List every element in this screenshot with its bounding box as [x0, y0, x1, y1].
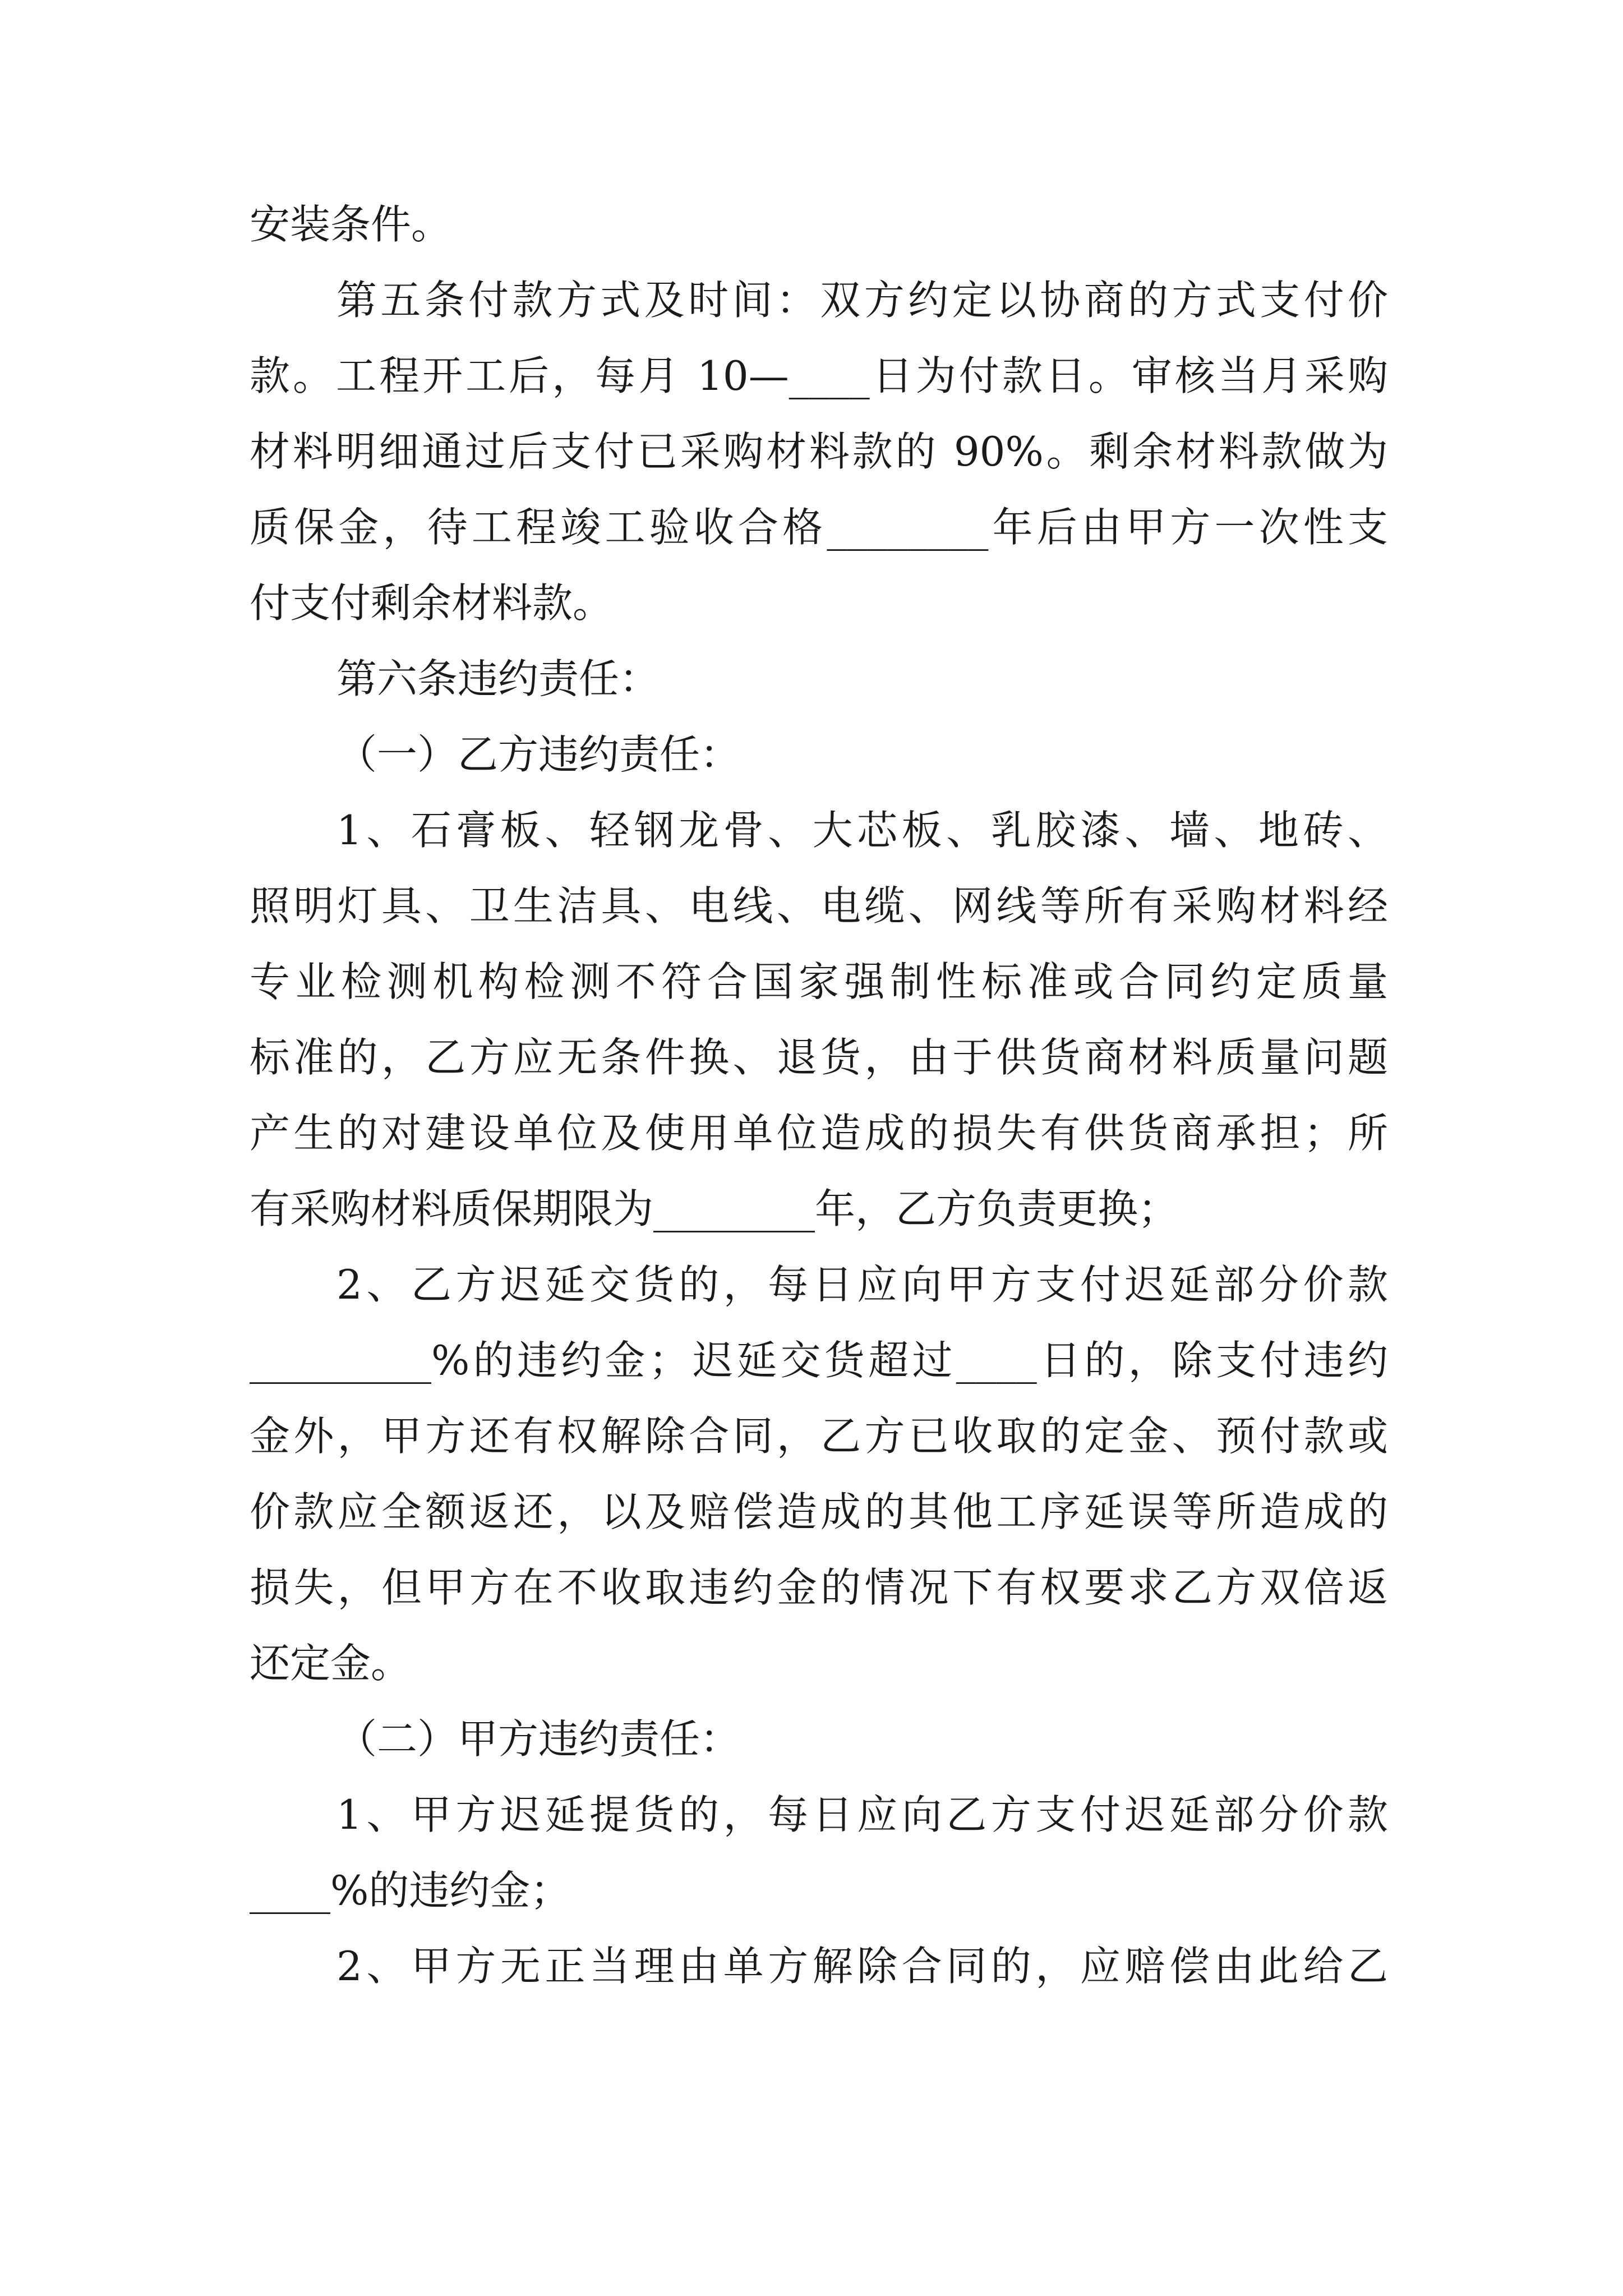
- text-line: 付支付剩余材料款。: [250, 579, 614, 627]
- text-line: 第五条付款方式及时间：双方约定以协商的方式支付价: [336, 277, 1388, 324]
- text-line: 2、甲方无正当理由单方解除合同的，应赔偿由此给乙: [336, 1943, 1388, 1990]
- text-line: （二）甲方违约责任：: [336, 1715, 741, 1763]
- text-line: 材料明细通过后支付已采购材料款的 90%。剩余材料款做为: [250, 428, 1388, 475]
- text-line: 1、甲方迟延提货的，每日应向乙方支付迟延部分价款: [336, 1791, 1388, 1838]
- text-line: 标准的，乙方应无条件换、退货，由于供货商材料质量问题: [250, 1034, 1388, 1081]
- text-line: 损失，但甲方在不收取违约金的情况下有权要求乙方双倍返: [250, 1564, 1388, 1611]
- text-line: 金外，甲方还有权解除合同，乙方已收取的定金、预付款或: [250, 1412, 1388, 1460]
- text-line: 1、石膏板、轻钢龙骨、大芯板、乳胶漆、墙、地砖、: [336, 807, 1388, 854]
- text-line: 产生的对建设单位及使用单位造成的损失有供货商承担；所: [250, 1110, 1388, 1157]
- text-line: 第六条违约责任：: [336, 655, 660, 702]
- text-line: 款。工程开工后，每月 10—____日为付款日。审核当月采购: [250, 352, 1388, 399]
- text-line: 还定金。: [250, 1640, 412, 1687]
- text-line: 质保金，待工程竣工验收合格________年后由甲方一次性支: [250, 504, 1388, 551]
- text-line: _________%的违约金；迟延交货超过____日的，除支付违约: [250, 1337, 1388, 1384]
- text-line: 专业检测机构检测不符合国家强制性标准或合同约定质量: [250, 958, 1388, 1005]
- text-line: 2、乙方迟延交货的，每日应向甲方支付迟延部分价款: [336, 1261, 1388, 1308]
- text-line: 有采购材料质保期限为________年，乙方负责更换；: [250, 1185, 1179, 1232]
- text-line: 照明灯具、卫生洁具、电线、电缆、网线等所有采购材料经: [250, 882, 1388, 930]
- text-line: 价款应全额返还，以及赔偿造成的其他工序延误等所造成的: [250, 1488, 1388, 1535]
- text-line: （一）乙方违约责任：: [336, 731, 741, 778]
- text-line: ____%的违约金；: [250, 1867, 571, 1914]
- text-line: 安装条件。: [250, 201, 452, 248]
